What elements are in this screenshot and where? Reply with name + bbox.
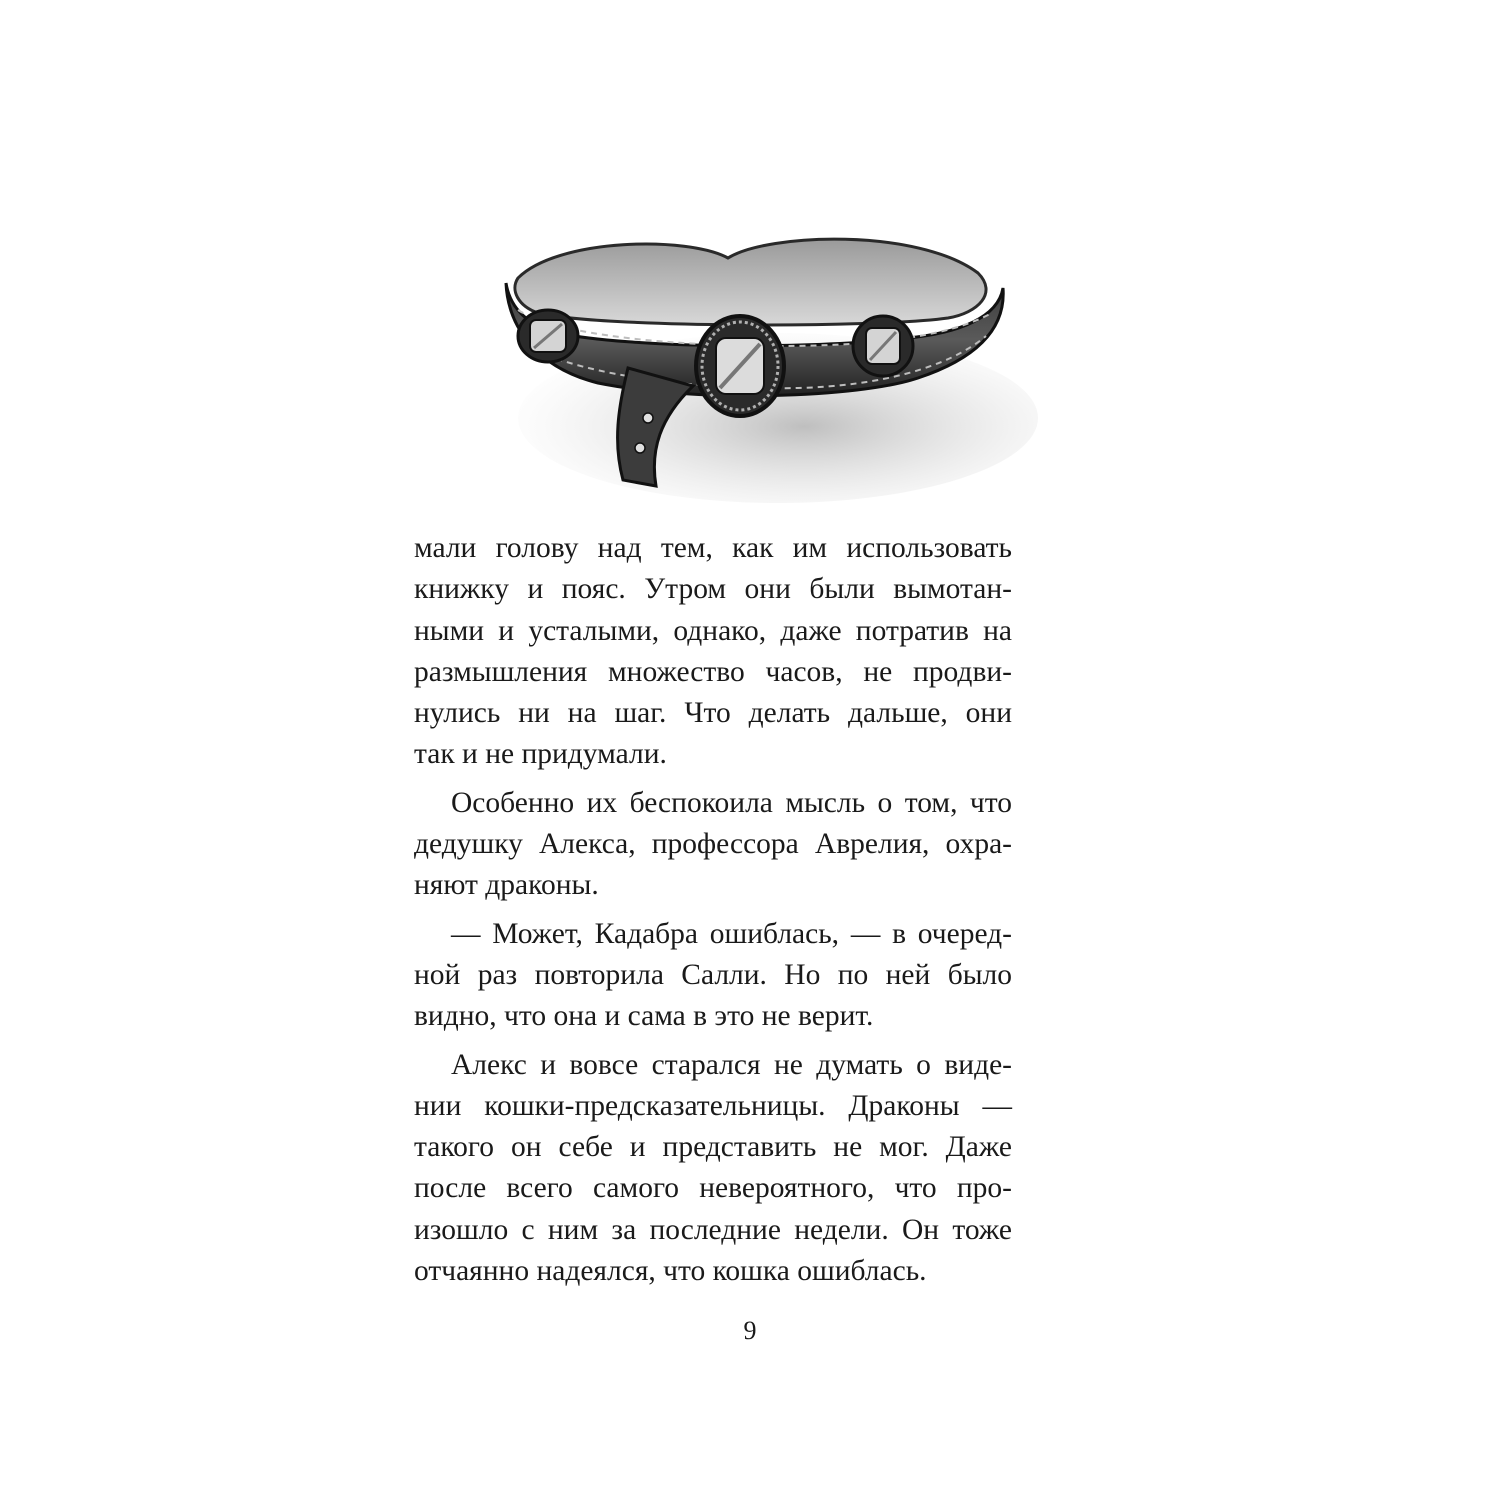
- page-number: 9: [743, 1316, 757, 1345]
- text-line: мали голову над тем, как им использовать: [414, 532, 1012, 564]
- text-line: после всего самого невероятного, что про-: [414, 1172, 1012, 1205]
- text-line: видно, что она и сама в это не верит.: [414, 1000, 874, 1033]
- text-line: нии кошки-предсказательницы. Драконы —: [414, 1089, 1012, 1122]
- text-line: няют драконы.: [414, 869, 599, 902]
- text-line: изошло с ним за последние недели. Он тоже: [414, 1213, 1012, 1246]
- text-line: ной раз повторила Салли. Но по ней было: [414, 958, 1012, 991]
- text-line: дедушку Алекса, профессора Аврелия, охра-: [414, 828, 1012, 861]
- jewel-right: [853, 316, 913, 376]
- text-line: такого он себе и представить не мог. Даже: [414, 1131, 1012, 1164]
- paragraph-3: [414, 914, 1012, 1038]
- jewel-center: [696, 316, 784, 416]
- text-line: ными и усталыми, однако, даже потратив на: [414, 614, 1012, 647]
- strap-hole: [643, 413, 653, 423]
- text-line: нулись ни на шаг. Что делать дальше, они: [414, 697, 1012, 730]
- text-line: отчаянно надеялся, что кошка ошиблась.: [414, 1255, 927, 1288]
- text-line: размышления множество часов, не продви-: [414, 655, 1012, 688]
- strap-hole: [635, 443, 645, 453]
- text-line: Алекс и вовсе старался не думать о виде-: [451, 1048, 1012, 1081]
- belt-inner: [515, 239, 986, 325]
- paragraph-2: [414, 783, 1012, 907]
- text-line: так и не придумали.: [414, 738, 667, 771]
- belt-illustration: [478, 218, 1038, 508]
- paragraph-1: [414, 528, 1012, 776]
- text-line: — Может, Кадабра ошиблась, — в очеред-: [451, 917, 1012, 950]
- paragraph-4: [414, 1045, 1012, 1293]
- text-line: Особенно их беспокоила мысль о том, что: [451, 786, 1012, 819]
- text-line: книжку и пояс. Утром они были вымотан-: [414, 573, 1012, 606]
- body-text: [414, 528, 1012, 1299]
- jewel-left: [518, 310, 578, 362]
